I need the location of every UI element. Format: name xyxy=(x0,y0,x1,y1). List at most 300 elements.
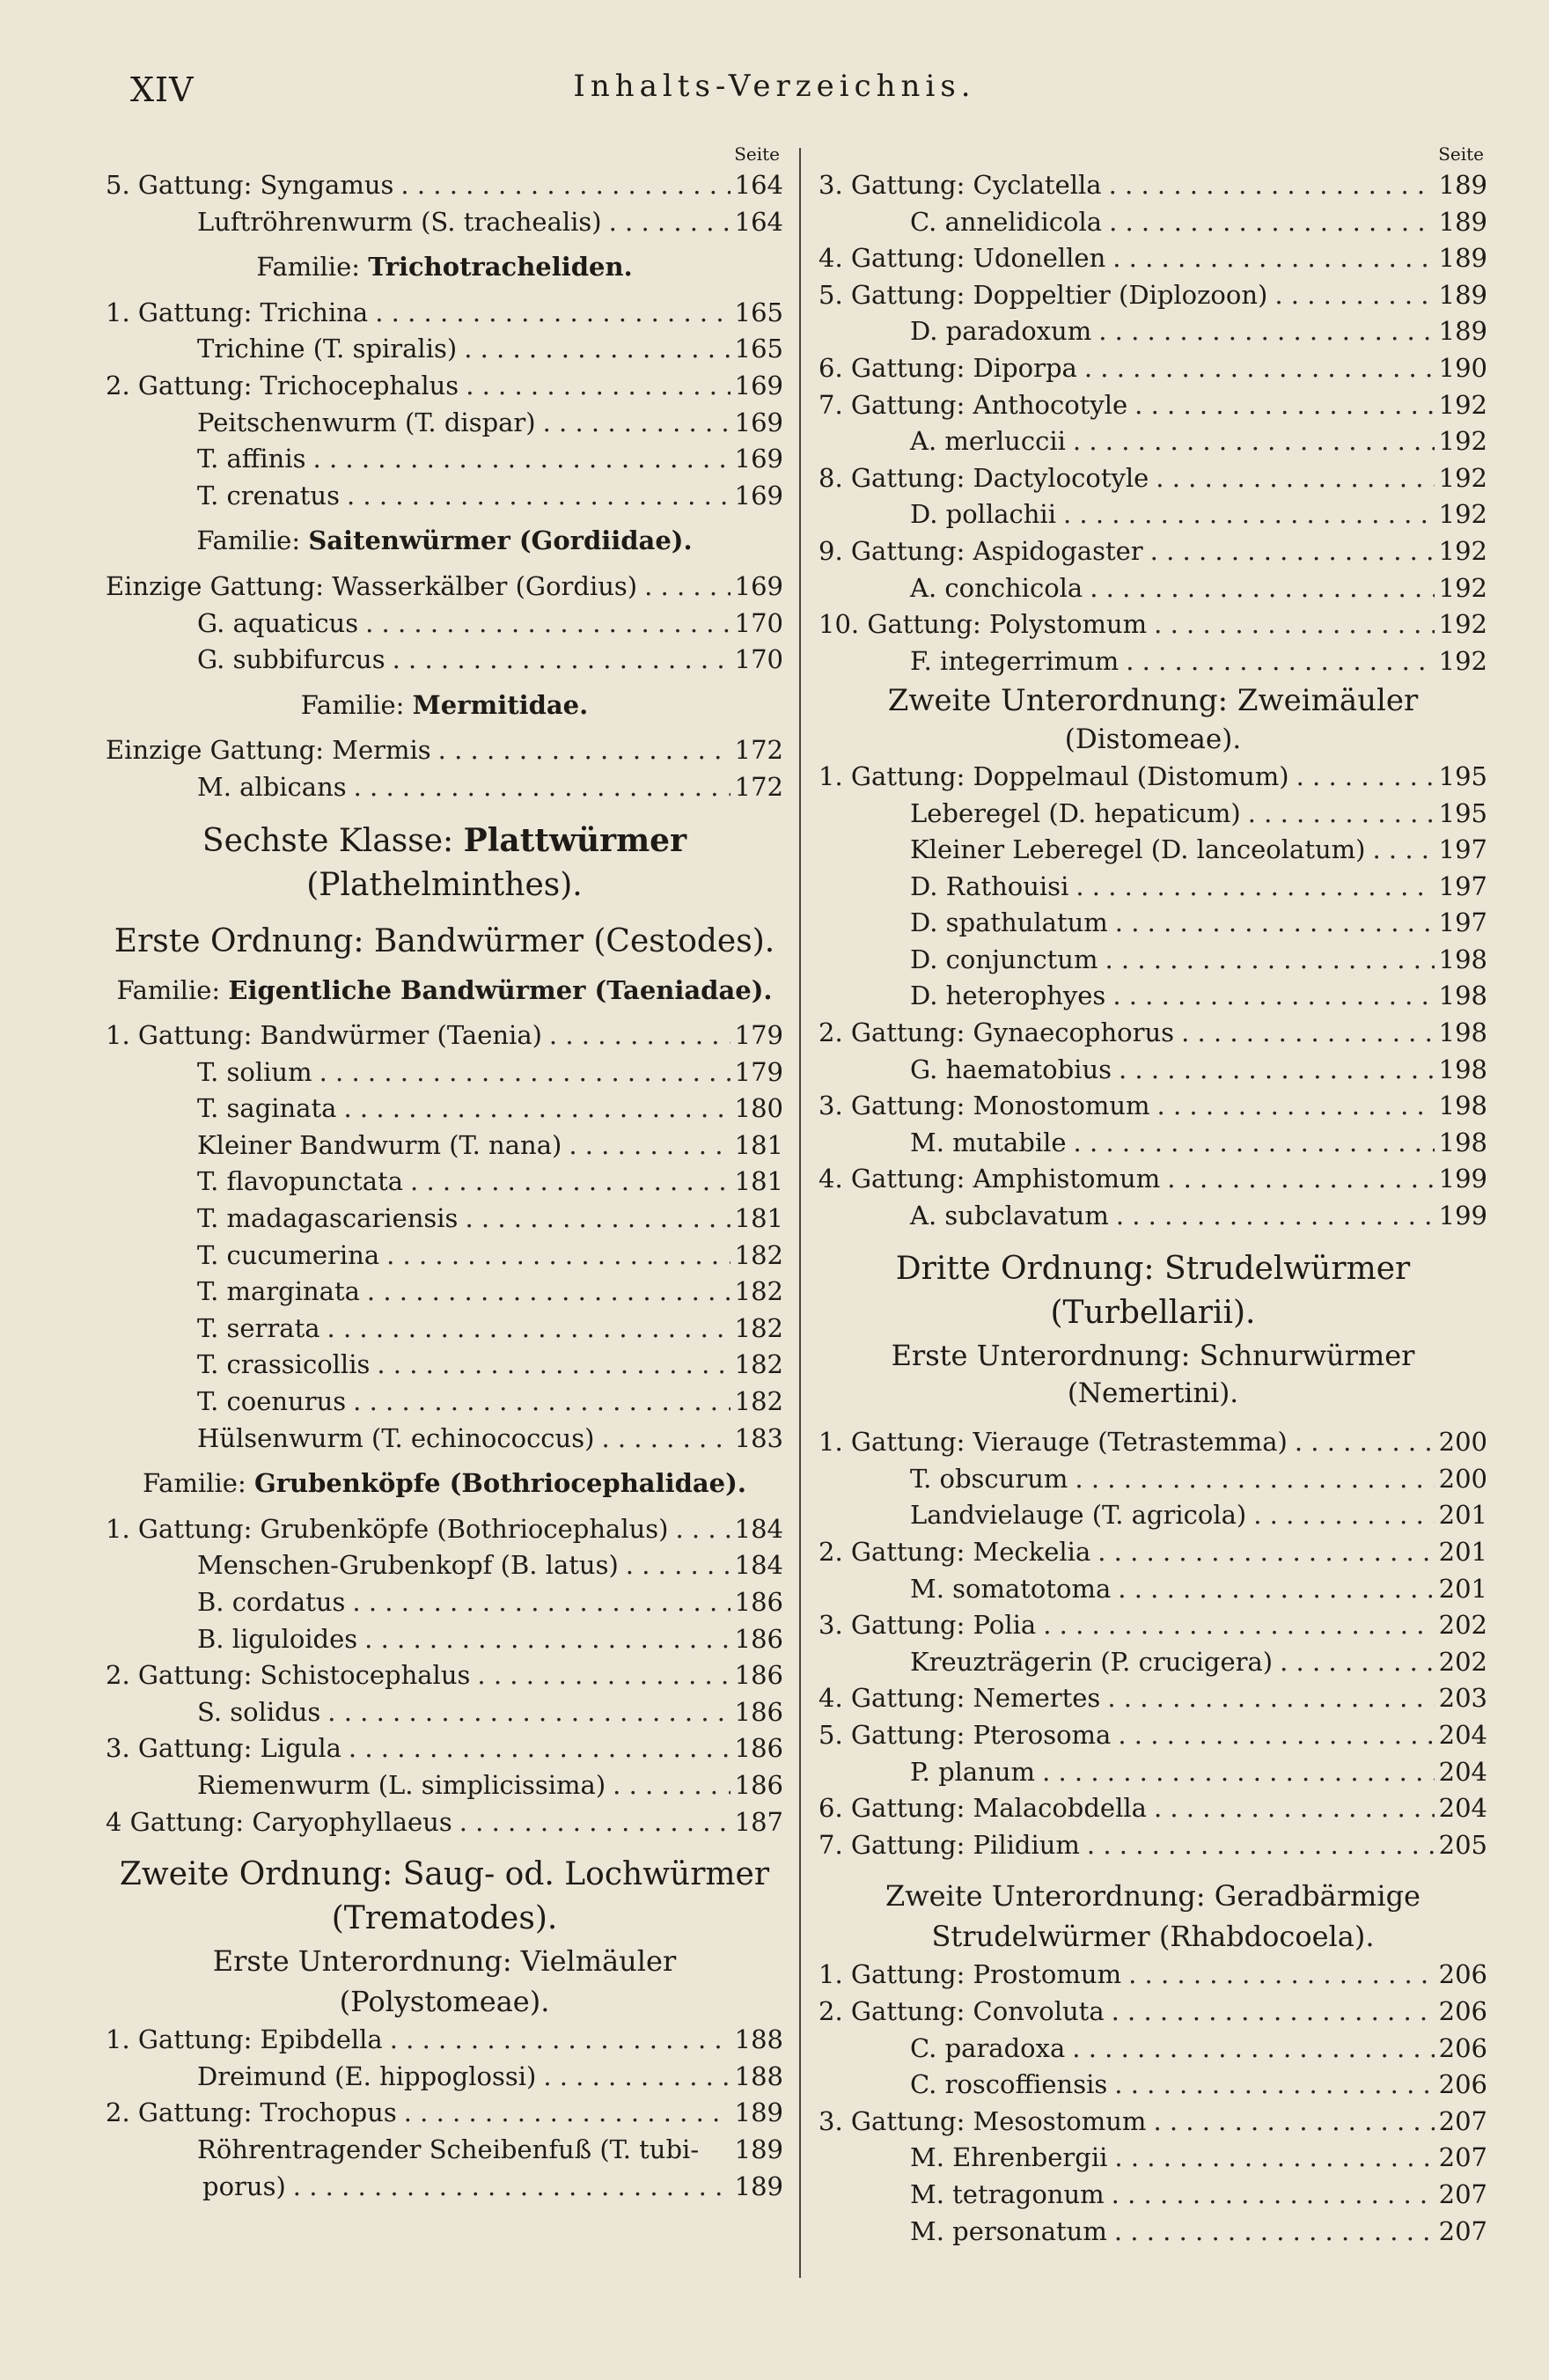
toc-entry-label: F. integerrimum xyxy=(910,645,1120,676)
toc-entry xyxy=(819,1754,1487,1791)
toc-entry-label: T. flavopunctata xyxy=(197,1166,404,1197)
class-heading: Sechste Klasse: Plattwürmer xyxy=(202,821,687,859)
toc-entry-label: T. crenatus xyxy=(197,480,340,511)
toc-entry-page: 206 xyxy=(1438,1959,1487,1990)
toc-entry xyxy=(819,240,1487,277)
toc-entry xyxy=(819,1994,1487,2031)
toc-entry xyxy=(819,2214,1487,2251)
dot-leader xyxy=(457,331,730,368)
toc-entry-page: 186 xyxy=(734,1733,783,1764)
family-heading: Familie: Trichotracheliden. xyxy=(256,252,633,283)
seite-label: Seite xyxy=(734,143,780,165)
toc-entry-page: 198 xyxy=(1438,944,1487,974)
dot-leader xyxy=(1105,2177,1435,2214)
toc-entry-page: 181 xyxy=(734,1166,783,1197)
toc-entry xyxy=(106,1421,783,1458)
toc-entry-page: 199 xyxy=(1438,1164,1487,1194)
toc-entry xyxy=(819,869,1487,906)
toc-entry-label: M. personatum xyxy=(910,2215,1107,2246)
toc-entry xyxy=(819,1644,1487,1681)
dot-leader xyxy=(536,2059,730,2096)
dot-leader xyxy=(459,368,730,405)
toc-entry-label: G. haematobius xyxy=(910,1054,1112,1084)
dot-leader xyxy=(1065,2031,1435,2068)
toc-entry-label: T. crassicollis xyxy=(197,1349,371,1380)
dot-leader xyxy=(320,1311,730,1348)
dot-leader xyxy=(1091,313,1435,350)
toc-entry-label: 7. Gattung: Anthocotyle xyxy=(819,389,1128,420)
toc-entry xyxy=(106,405,783,442)
dot-leader xyxy=(1083,570,1435,607)
toc-entry-label: Leberegel (D. hepaticum) xyxy=(910,797,1241,828)
toc-entry-label: 3. Gattung: Monostomum xyxy=(819,1091,1150,1121)
toc-entry-page: 169 xyxy=(734,570,783,601)
dot-leader xyxy=(1143,533,1435,570)
toc-entry-page: 205 xyxy=(1438,1829,1487,1860)
toc-entry-label: porus) xyxy=(202,2171,286,2201)
dot-leader xyxy=(1147,606,1435,643)
dot-leader xyxy=(1056,496,1435,533)
toc-entry-page: 186 xyxy=(734,1623,783,1654)
toc-entry-label: Peitschenwurm (T. dispar) xyxy=(197,407,536,437)
family-heading: Familie: Eigentliche Bandwürmer (Taeniadae). xyxy=(116,974,773,1005)
dot-leader xyxy=(1035,1754,1435,1791)
entry-list xyxy=(106,167,783,240)
toc-entry xyxy=(106,331,783,368)
toc-entry-label: 7. Gattung: Pilidium xyxy=(819,1829,1080,1860)
toc-entry-label: G. aquaticus xyxy=(197,607,359,638)
toc-entry xyxy=(819,1790,1487,1827)
toc-entry-page: 206 xyxy=(1438,2032,1487,2063)
toc-entry-label: Einzige Gattung: Wasserkälber (Gordius) xyxy=(106,570,638,601)
toc-entry xyxy=(106,642,783,679)
dot-leader xyxy=(360,1274,730,1311)
entry-list xyxy=(819,167,1487,679)
toc-entry xyxy=(819,978,1487,1015)
toc-entry xyxy=(819,1161,1487,1198)
toc-entry xyxy=(106,1511,783,1548)
toc-entry-page: 172 xyxy=(734,735,783,766)
toc-entry-page: 190 xyxy=(1438,352,1487,383)
family-heading: Familie: Grubenköpfe (Bothriocephalidae). xyxy=(143,1468,746,1499)
toc-entry-label: T. madagascariensis xyxy=(197,1203,459,1234)
toc-entry-page: 199 xyxy=(1438,1201,1487,1231)
dot-leader xyxy=(1160,1161,1435,1198)
toc-entry xyxy=(819,423,1487,460)
toc-entry xyxy=(106,295,783,332)
dot-leader xyxy=(1127,387,1435,424)
toc-entry-label: D. spathulatum xyxy=(910,907,1108,938)
toc-entry xyxy=(819,796,1487,833)
toc-entry xyxy=(819,1424,1487,1461)
toc-entry-label: Landvielauge (T. agricola) xyxy=(910,1500,1247,1531)
toc-entry xyxy=(819,1015,1487,1052)
dot-leader xyxy=(458,1201,730,1238)
toc-entry-page: 192 xyxy=(1438,462,1487,493)
dot-leader xyxy=(1036,1607,1435,1644)
toc-entry xyxy=(106,2095,783,2132)
toc-entry-page: 207 xyxy=(1438,2178,1487,2209)
toc-entry-label: 1. Gattung: Vierauge (Tetrastemma) xyxy=(819,1427,1288,1458)
class-heading-latin: (Plathelminthes). xyxy=(306,866,583,903)
toc-entry xyxy=(106,1017,783,1054)
page-number: XIV xyxy=(130,70,195,109)
dot-leader xyxy=(397,2095,730,2132)
dot-leader xyxy=(1241,796,1435,833)
entry-list xyxy=(106,295,783,515)
toc-entry xyxy=(819,832,1487,869)
toc-entry-label: 1. Gattung: Doppelmaul (Distomum) xyxy=(819,760,1289,791)
toc-entry-label: Hülsenwurm (T. echinococcus) xyxy=(197,1422,595,1453)
dot-leader xyxy=(1090,1534,1435,1571)
toc-entry xyxy=(819,1534,1487,1571)
toc-entry-label: Einzige Gattung: Mermis xyxy=(106,735,431,766)
suborder-heading: Zweite Unterordnung: Zweimäuler xyxy=(887,683,1419,719)
dot-leader xyxy=(431,732,730,769)
toc-entry-label: M. albicans xyxy=(197,771,347,802)
toc-entry-label: 4. Gattung: Amphistomum xyxy=(819,1164,1161,1194)
toc-entry-label: Luftröhrenwurm (S. trachealis) xyxy=(197,206,602,237)
toc-entry-label: G. subbifurcus xyxy=(197,644,385,675)
toc-entry-page: 198 xyxy=(1438,981,1487,1011)
dot-leader xyxy=(1080,1827,1435,1864)
toc-entry-label: M. Ehrenbergii xyxy=(910,2142,1108,2173)
toc-entry xyxy=(819,460,1487,497)
suborder-heading-latin: (Nemertini). xyxy=(1067,1377,1239,1409)
toc-entry-label: T. coenurus xyxy=(197,1386,347,1417)
toc-entry-page: 192 xyxy=(1438,535,1487,566)
toc-entry-page: 200 xyxy=(1438,1427,1487,1458)
toc-entry xyxy=(106,1584,783,1621)
toc-entry-label: Röhrentragender Scheibenfuß (T. tubi- xyxy=(197,2134,700,2164)
toc-entry-page: 198 xyxy=(1438,1017,1487,1048)
toc-entry-label: 2. Gattung: Trichocephalus xyxy=(106,370,459,400)
toc-entry-label: T. saginata xyxy=(197,1093,337,1124)
toc-entry-label: 3. Gattung: Polia xyxy=(819,1610,1037,1641)
toc-entry-page: 169 xyxy=(734,407,783,437)
toc-entry xyxy=(819,1052,1487,1089)
toc-entry-label: 6. Gattung: Malacobdella xyxy=(819,1793,1147,1824)
toc-entry-page: 207 xyxy=(1438,2215,1487,2246)
toc-entry-page: 182 xyxy=(734,1312,783,1343)
toc-entry-label: D. Rathouisi xyxy=(910,870,1069,901)
dot-leader xyxy=(542,1017,730,1054)
toc-entry-label: 9. Gattung: Aspidogaster xyxy=(819,535,1143,566)
dot-leader xyxy=(383,2022,730,2059)
toc-entry-page: 204 xyxy=(1438,1793,1487,1824)
toc-entry xyxy=(819,570,1487,607)
dot-leader xyxy=(306,441,730,478)
toc-entry-page: 197 xyxy=(1438,834,1487,865)
dot-leader xyxy=(1107,2067,1435,2104)
toc-entry-label: B. cordatus xyxy=(197,1587,346,1617)
dot-leader xyxy=(1288,1424,1435,1461)
toc-entry-page: 170 xyxy=(734,607,783,638)
toc-entry xyxy=(106,569,783,606)
dot-leader xyxy=(385,642,730,679)
dot-leader xyxy=(345,1584,730,1621)
toc-entry xyxy=(819,204,1487,241)
toc-entry-page: 192 xyxy=(1438,609,1487,640)
toc-entry xyxy=(819,2104,1487,2141)
toc-entry-label: C. annelidicola xyxy=(910,206,1103,237)
dot-leader xyxy=(452,1804,730,1841)
dot-leader xyxy=(1102,204,1435,241)
dot-leader xyxy=(637,569,730,606)
toc-entry-label: 1. Gattung: Epibdella xyxy=(106,2024,383,2055)
dot-leader xyxy=(1267,277,1435,314)
toc-entry xyxy=(106,606,783,643)
dot-leader xyxy=(1112,1052,1435,1089)
toc-entry-label: 2. Gattung: Convoluta xyxy=(819,1995,1105,2026)
toc-entry-label: A. subclavatum xyxy=(910,1201,1109,1231)
dot-leader xyxy=(1149,460,1435,497)
toc-entry-page: 189 xyxy=(734,2134,783,2164)
dot-leader xyxy=(341,1730,730,1767)
toc-entry-page: 195 xyxy=(1438,760,1487,791)
dot-leader xyxy=(370,1347,730,1384)
toc-entry xyxy=(819,2140,1487,2177)
dot-leader xyxy=(1147,1790,1435,1827)
dot-leader xyxy=(286,2169,730,2206)
toc-entry xyxy=(819,905,1487,942)
entry-list xyxy=(106,569,783,679)
toc-entry xyxy=(819,759,1487,796)
toc-entry xyxy=(819,643,1487,680)
toc-entry-page: 164 xyxy=(734,170,783,200)
toc-entry-page: 189 xyxy=(1438,206,1487,237)
dot-leader xyxy=(602,204,730,241)
toc-entry-label: 4. Gattung: Udonellen xyxy=(819,243,1106,274)
entry-list xyxy=(106,2022,783,2205)
toc-entry-page: 170 xyxy=(734,644,783,675)
toc-entry-page: 181 xyxy=(734,1203,783,1234)
toc-entry-label: 4. Gattung: Nemertes xyxy=(819,1683,1101,1714)
dot-leader xyxy=(1066,423,1435,460)
dot-leader xyxy=(1067,1125,1435,1162)
toc-entry xyxy=(106,441,783,478)
order-heading-latin: (Turbellarii). xyxy=(1050,1294,1256,1331)
toc-entry-page: 184 xyxy=(734,1550,783,1581)
toc-entry xyxy=(106,478,783,515)
toc-entry xyxy=(106,167,783,204)
toc-entry-label: 4 Gattung: Caryophyllaeus xyxy=(106,1806,452,1837)
dot-leader xyxy=(1246,1497,1435,1534)
toc-entry-page: 188 xyxy=(734,2024,783,2055)
toc-entry-page: 201 xyxy=(1438,1500,1487,1531)
dot-leader xyxy=(1121,1957,1435,1994)
toc-entry-page: 183 xyxy=(734,1422,783,1453)
entry-list xyxy=(819,1957,1487,2250)
toc-entry-page: 186 xyxy=(734,1587,783,1617)
dot-leader xyxy=(562,1128,730,1164)
toc-entry-label: Kleiner Leberegel (D. lanceolatum) xyxy=(910,834,1366,865)
toc-entry-page: 204 xyxy=(1438,1756,1487,1787)
toc-entry-page: 198 xyxy=(1438,1091,1487,1121)
toc-entry-label: P. planum xyxy=(910,1756,1036,1787)
toc-entry xyxy=(819,1957,1487,1994)
toc-entry-page: 179 xyxy=(734,1056,783,1087)
family-heading: Familie: Mermitidae. xyxy=(300,689,589,720)
toc-entry xyxy=(106,1054,783,1091)
toc-entry xyxy=(106,368,783,405)
toc-entry xyxy=(819,1497,1487,1534)
toc-entry-label: 1. Gattung: Prostomum xyxy=(819,1959,1122,1990)
toc-entry-label: 2. Gattung: Schistocephalus xyxy=(106,1660,471,1691)
toc-entry xyxy=(819,942,1487,979)
toc-entry xyxy=(106,1201,783,1238)
seite-label: Seite xyxy=(1438,143,1484,165)
toc-entry-page: 186 xyxy=(734,1660,783,1691)
toc-entry xyxy=(106,1621,783,1658)
toc-entry xyxy=(106,1311,783,1348)
toc-entry-label: C. roscoffiensis xyxy=(910,2069,1108,2100)
order-heading: Dritte Ordnung: Strudelwürmer xyxy=(895,1250,1411,1287)
suborder-heading: Erste Unterordnung: Schnurwürmer xyxy=(891,1338,1415,1372)
toc-entry-page: 182 xyxy=(734,1349,783,1380)
dot-leader xyxy=(312,1054,730,1091)
toc-entry xyxy=(819,1125,1487,1162)
toc-entry-label: M. mutabile xyxy=(910,1127,1067,1157)
toc-entry-page: 192 xyxy=(1438,426,1487,457)
toc-entry-page: 186 xyxy=(734,1696,783,1727)
toc-entry-page: 189 xyxy=(1438,243,1487,274)
toc-entry-label: 2. Gattung: Meckelia xyxy=(819,1537,1091,1567)
right-column xyxy=(819,141,1487,2250)
toc-entry-page: 200 xyxy=(1438,1463,1487,1494)
toc-entry xyxy=(106,1804,783,1841)
toc-entry xyxy=(106,204,783,241)
toc-entry xyxy=(106,1767,783,1804)
toc-entry-page: 180 xyxy=(734,1093,783,1124)
toc-entry-page: 197 xyxy=(1438,870,1487,901)
toc-entry-label: Trichine (T. spiralis) xyxy=(197,334,458,364)
toc-entry-label: Kleiner Bandwurm (T. nana) xyxy=(197,1129,562,1160)
toc-entry-label: T. obscurum xyxy=(910,1463,1068,1494)
toc-entry xyxy=(106,2059,783,2096)
dot-leader xyxy=(1111,1717,1435,1754)
dot-leader xyxy=(1107,2140,1435,2177)
dot-leader xyxy=(470,1657,730,1694)
suborder-heading: Zweite Unterordnung: Geradbärmige xyxy=(885,1879,1421,1914)
toc-entry-label: 2. Gattung: Gynaecophorus xyxy=(819,1017,1175,1048)
dot-leader xyxy=(347,769,730,806)
toc-entry-label: T. serrata xyxy=(197,1312,320,1343)
dot-leader xyxy=(336,1091,730,1128)
toc-entry-label: T. marginata xyxy=(197,1276,360,1307)
toc-entry xyxy=(106,1347,783,1384)
toc-entry xyxy=(819,1571,1487,1608)
toc-entry-label: D. heterophyes xyxy=(910,981,1106,1011)
dot-leader xyxy=(403,1164,730,1201)
toc-entry-label: Riemenwurm (L. simplicissima) xyxy=(197,1769,606,1800)
dot-leader xyxy=(606,1767,730,1804)
toc-entry xyxy=(819,1461,1487,1498)
toc-entry-page: 189 xyxy=(1438,316,1487,347)
toc-entry xyxy=(819,167,1487,204)
toc-entry-label: 5. Gattung: Pterosoma xyxy=(819,1719,1112,1750)
toc-entry-page: 204 xyxy=(1438,1719,1487,1750)
dot-leader xyxy=(536,405,730,442)
toc-entry xyxy=(819,606,1487,643)
toc-entry-page: 206 xyxy=(1438,2069,1487,2100)
toc-entry-label: C. paradoxa xyxy=(910,2032,1066,2063)
dot-leader xyxy=(1077,350,1435,387)
toc-entry-label: 1. Gattung: Trichina xyxy=(106,297,369,327)
dot-leader xyxy=(346,1384,730,1421)
toc-entry xyxy=(819,2067,1487,2104)
toc-entry-label: D. paradoxum xyxy=(910,316,1092,347)
dot-leader xyxy=(393,167,730,204)
toc-entry xyxy=(819,533,1487,570)
toc-entry xyxy=(106,732,783,769)
toc-entry-label: 5. Gattung: Syngamus xyxy=(106,170,394,200)
toc-entry xyxy=(106,1547,783,1584)
toc-entry-page: 164 xyxy=(734,206,783,237)
toc-entry xyxy=(819,387,1487,424)
dot-leader xyxy=(1107,2214,1435,2251)
toc-entry xyxy=(106,769,783,806)
toc-entry-page: 207 xyxy=(1438,2142,1487,2173)
toc-entry-page: 202 xyxy=(1438,1646,1487,1677)
toc-entry-page: 182 xyxy=(734,1386,783,1417)
toc-entry-label: A. merluccii xyxy=(910,426,1066,457)
toc-entry xyxy=(106,2169,783,2206)
dot-leader xyxy=(668,1511,730,1548)
toc-entry xyxy=(819,1607,1487,1644)
toc-entry-page: 189 xyxy=(1438,279,1487,310)
toc-entry xyxy=(819,496,1487,533)
toc-entry-page: 202 xyxy=(1438,1610,1487,1641)
dot-leader xyxy=(1119,643,1435,680)
suborder-heading-latin: Strudelwürmer (Rhabdocoela). xyxy=(931,1920,1375,1954)
dot-leader xyxy=(1109,1198,1435,1235)
toc-entry xyxy=(106,1091,783,1128)
toc-entry xyxy=(106,1238,783,1274)
toc-entry-page: 188 xyxy=(734,2060,783,2091)
dot-leader xyxy=(1098,942,1435,979)
toc-entry-page: 201 xyxy=(1438,1573,1487,1604)
toc-entry-page: 181 xyxy=(734,1129,783,1160)
toc-entry xyxy=(819,2177,1487,2214)
toc-entry-label: 1. Gattung: Bandwürmer (Taenia) xyxy=(106,1020,542,1051)
toc-entry xyxy=(819,350,1487,387)
dot-leader xyxy=(1273,1644,1435,1681)
order-heading: Zweite Ordnung: Saug- od. Lochwürmer xyxy=(119,1856,770,1893)
toc-entry xyxy=(106,1730,783,1767)
toc-entry-label: T. affinis xyxy=(197,444,306,474)
toc-entry-label: 2. Gattung: Trochopus xyxy=(106,2097,397,2128)
toc-entry-page: 198 xyxy=(1438,1054,1487,1084)
toc-entry-label: B. liguloides xyxy=(197,1623,358,1654)
toc-entry-page: 182 xyxy=(734,1239,783,1270)
dot-leader xyxy=(619,1547,730,1584)
left-column xyxy=(106,141,783,2205)
toc-entry-page: 169 xyxy=(734,444,783,474)
toc-entry-label: T. cucumerina xyxy=(197,1239,380,1270)
entry-list xyxy=(106,1017,783,1457)
order-heading: Erste Ordnung: Bandwürmer (Cestodes). xyxy=(114,922,775,959)
toc-entry-page: 195 xyxy=(1438,797,1487,828)
toc-entry-label: 3. Gattung: Mesostomum xyxy=(819,2105,1147,2136)
toc-entry xyxy=(106,1274,783,1311)
toc-entry-label: D. pollachii xyxy=(910,499,1056,530)
order-heading-latin: (Trematodes). xyxy=(331,1900,558,1937)
toc-entry-label: M. somatotoma xyxy=(910,1573,1112,1604)
dot-leader xyxy=(1174,1015,1435,1052)
toc-entry-label: 5. Gattung: Doppeltier (Diplozoon) xyxy=(819,279,1268,310)
toc-entry-page: 189 xyxy=(734,2171,783,2201)
